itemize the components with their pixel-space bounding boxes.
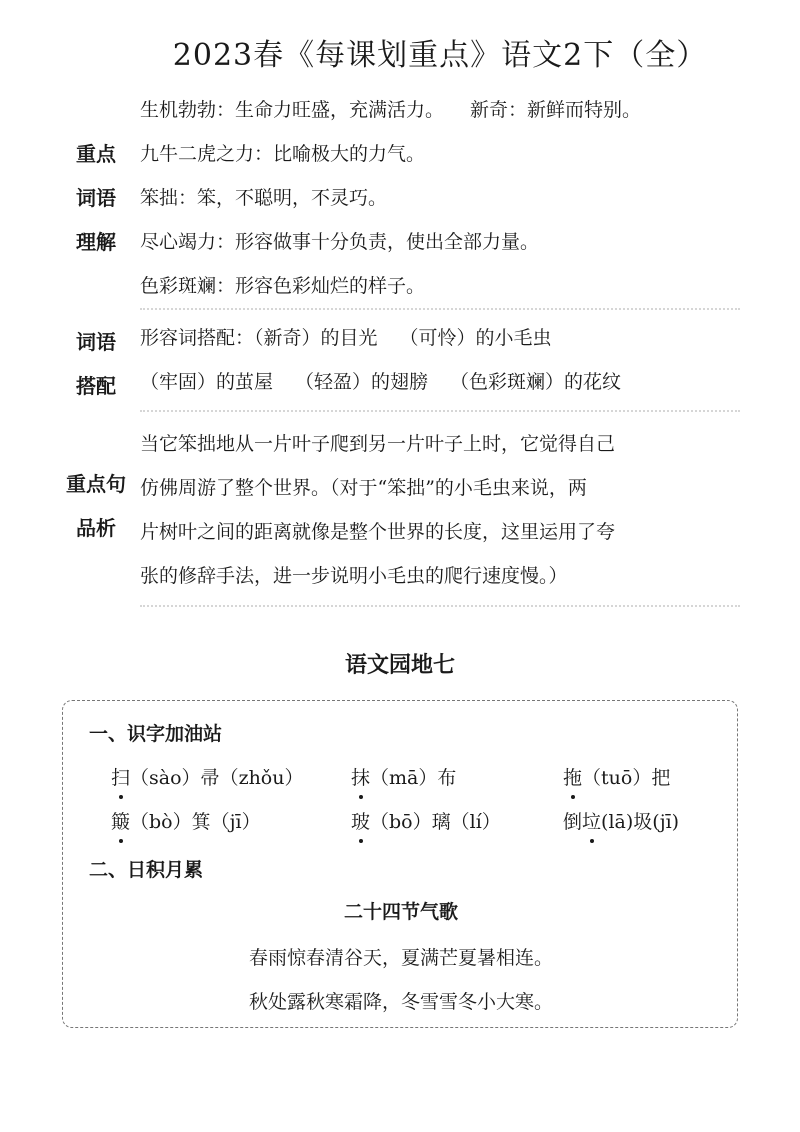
sentence-section xyxy=(0,420,800,600)
char: 帚 xyxy=(200,767,220,789)
char: 圾 xyxy=(633,811,653,833)
pinyin: （lí） xyxy=(450,811,501,833)
part2-heading: 二、日积月累 xyxy=(89,859,204,881)
char: 拖 xyxy=(563,763,582,790)
char: 簸 xyxy=(111,807,130,834)
char: 布 xyxy=(437,767,457,789)
collocation-section xyxy=(0,318,800,408)
sentence-line: 当它笨拙地从一片叶子爬到另一片叶子上时，它觉得自己 xyxy=(140,433,616,455)
garden-box xyxy=(62,700,738,1028)
poem-line: 秋处露秋寒霜降，冬雪雪冬小大寒。 xyxy=(248,991,553,1013)
char: 把 xyxy=(651,767,671,789)
page-title: 2023春《每课划重点》语文2下（全） xyxy=(172,38,708,73)
collocation-lines xyxy=(140,318,752,406)
sentence-line: 片树叶之间的距离就像是整个世界的长度，这里运用了夸 xyxy=(140,521,616,543)
label-line: 重点句 xyxy=(66,472,126,496)
collocation-pair: （轻盈）的翅膀 xyxy=(295,371,429,393)
collocation-pair: （新奇）的目光 xyxy=(254,327,378,349)
sentence-line: 仿佛周游了整个世界。（对于“笨拙”的小毛虫来说，两 xyxy=(140,477,587,499)
pinyin: （mā） xyxy=(370,767,438,789)
pinyin-word xyxy=(563,763,670,790)
vocab-text: 生机勃勃：生命力旺盛，充满活力。 xyxy=(140,99,445,121)
vocab-line xyxy=(140,92,752,136)
section-divider xyxy=(140,308,740,310)
char: 倒 xyxy=(563,811,583,833)
char: 扫 xyxy=(111,763,130,790)
pinyin: （jī） xyxy=(210,811,261,833)
label-line: 理解 xyxy=(76,230,116,254)
pinyin-word xyxy=(351,807,501,834)
vocab-line: 色彩斑斓：形容色彩灿烂的样子。 xyxy=(140,275,426,297)
pinyin-row xyxy=(111,763,731,793)
pinyin: （sào） xyxy=(130,767,201,789)
char: 垃 xyxy=(582,807,601,834)
part1-heading: 一、识字加油站 xyxy=(89,723,223,745)
collocation-lead: 形容词搭配： xyxy=(140,327,255,349)
collocation-line xyxy=(140,362,752,406)
pinyin: （tuō） xyxy=(582,767,652,789)
pinyin-word xyxy=(111,763,304,790)
label-line: 词语 xyxy=(76,186,116,210)
vocab-line: 尽心竭力：形容做事十分负责，使出全部力量。 xyxy=(140,231,540,253)
sentence-lines xyxy=(140,422,752,598)
pinyin-word xyxy=(563,807,679,834)
collocation-line xyxy=(140,318,752,362)
poem-line: 春雨惊春清谷天，夏满芒夏暑相连。 xyxy=(248,947,553,969)
vocab-line: 九牛二虎之力：比喻极大的力气。 xyxy=(140,143,426,165)
collocation-label xyxy=(60,320,132,408)
pinyin-word xyxy=(351,763,456,790)
pinyin-row xyxy=(111,807,731,837)
collocation-pair: （牢固）的茧屋 xyxy=(140,371,274,393)
vocab-line: 笨拙：笨，不聪明，不灵巧。 xyxy=(140,187,388,209)
pinyin: （bò） xyxy=(130,811,192,833)
vocab-label xyxy=(60,132,132,264)
section-divider xyxy=(140,605,740,607)
pinyin: （bō） xyxy=(370,811,432,833)
collocation-pair: （可怜）的小毛虫 xyxy=(399,327,552,349)
label-line: 搭配 xyxy=(76,374,116,398)
sentence-line: 张的修辞手法，进一步说明小毛虫的爬行速度慢。） xyxy=(140,565,568,587)
sentence-label xyxy=(60,462,132,550)
char: 抹 xyxy=(351,763,370,790)
collocation-pair: （色彩斑斓）的花纹 xyxy=(450,371,622,393)
pinyin: (lā) xyxy=(601,811,634,833)
pinyin-word xyxy=(111,807,261,834)
garden-title: 语文园地七 xyxy=(344,653,455,678)
section-divider xyxy=(140,410,740,412)
char: 璃 xyxy=(431,811,451,833)
pinyin: （zhǒu） xyxy=(219,767,304,789)
vocab-lines xyxy=(140,92,752,312)
label-line: 品析 xyxy=(76,516,116,540)
char: 玻 xyxy=(351,807,370,834)
char: 箕 xyxy=(191,811,211,833)
label-line: 词语 xyxy=(76,330,116,354)
poem-title: 二十四节气歌 xyxy=(343,901,458,923)
pinyin: (jī) xyxy=(652,811,680,833)
label-line: 重点 xyxy=(76,142,116,166)
vocab-text: 新奇：新鲜而特别。 xyxy=(470,99,642,121)
vocab-section xyxy=(0,88,800,308)
